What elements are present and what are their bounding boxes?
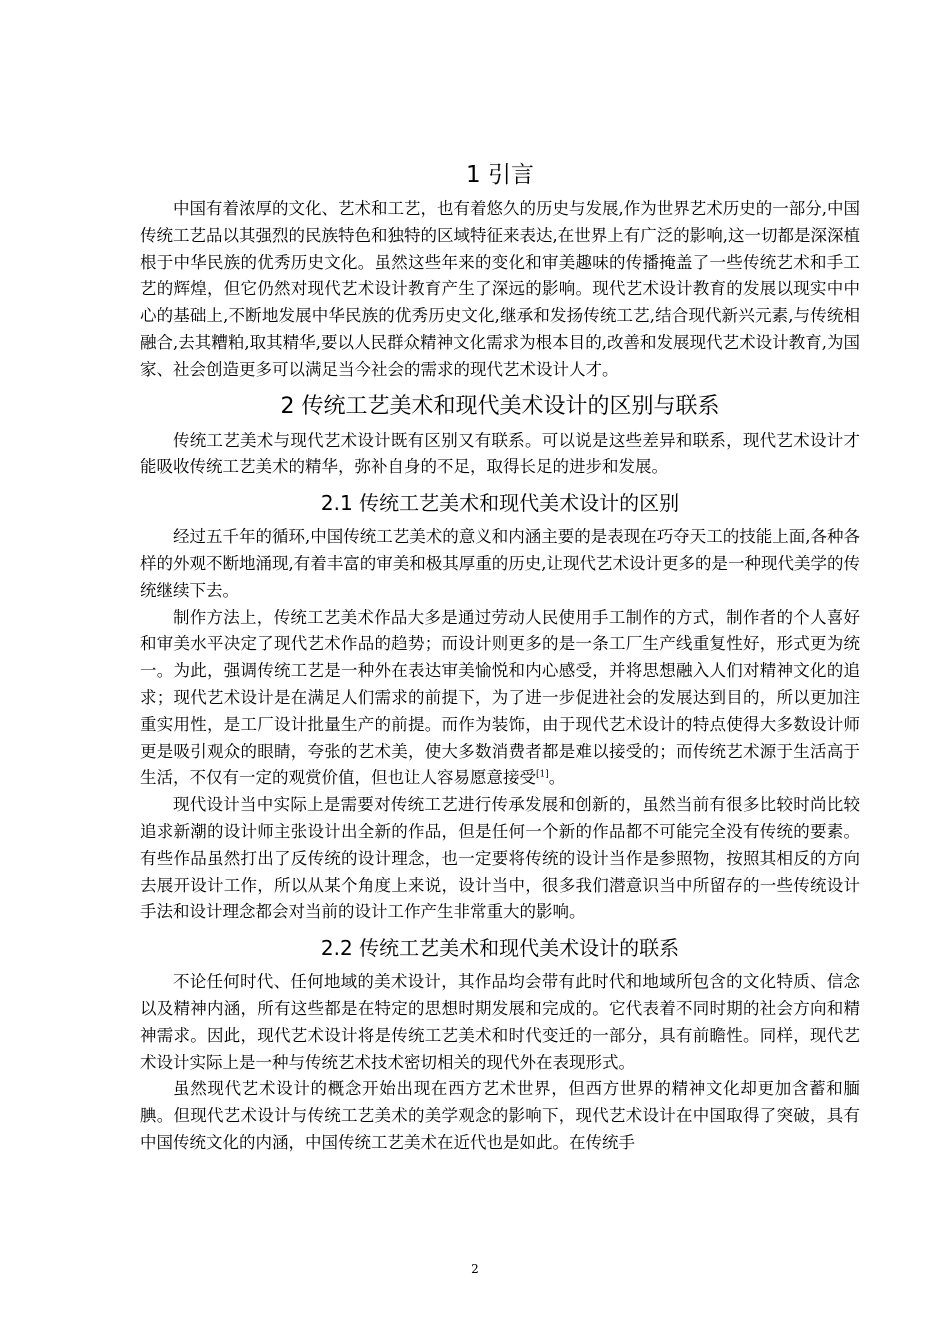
differences-paragraph-2 (140, 605, 860, 793)
document-body (140, 158, 860, 1157)
citation-reference: [1] (536, 769, 549, 780)
page-number: 2 (471, 1262, 479, 1276)
intro-paragraph: 中国有着浓厚的文化、艺术和工艺，也有着悠久的历史与发展,作为世界艺术历史的一部分,中国传统工艺品以其强烈的民族特色和独特的区域特征来表达,在世界上有广泛的影响,这一切都是深深植根于中华民族的优秀历史文化。虽然这些年来的变化和审美趣味的传播掩盖了一些传统艺术和手工艺的辉煌，但它仍然对现代艺术设计教育产生了深远的影响。现代艺术设计教育的发展以现实中中心的基础上,不断地发展中华民族的优秀历史文化,继承和发扬传统工艺,结合现代新兴元素,与传统相融合,去其糟粕,取其精华,要以人民群众精神文化需求为根本目的,改善和发展现代艺术设计教育,为国家、社会创造更多可以满足当今社会的需求的现代艺术设计人才。 (140, 199, 860, 379)
differences-paragraph-1: 经过五千年的循环,中国传统工艺美术的意义和内涵主要的是表现在巧夺天工的技能上面,各种各样的外观不断地涌现,有着丰富的审美和极其厚重的历史,让现代艺术设计更多的是一种现代美学的传统继续下去。 (140, 527, 860, 600)
subsection-heading-differences: 2.1 传统工艺美术和现代美术设计的区别 (320, 491, 680, 516)
connections-paragraph-2: 虽然现代艺术设计的概念开始出现在西方艺术世界，但西方世界的精神文化却更加含蓄和腼腆。但现代艺术设计与传统工艺美术的美学观念的影响下，现代艺术设计在中国取得了突破，具有中国传统文化的内涵，中国传统工艺美术在近代也是如此。在传统手 (140, 1079, 860, 1152)
differences-paragraph-3: 现代设计当中实际上是需要对传统工艺进行传承发展和创新的，虽然当前有很多比较时尚比较追求新潮的设计师主张设计出全新的作品，但是任何一个新的作品都不可能完全没有传统的要素。有些作品虽然打出了反传统的设计理念，也一定要将传统的设计当作是参照物，按照其相反的方向去展开设计工作，所以从某个角度上来说，设计当中，很多我们潜意识当中所留存的一些传统设计手法和设计理念都会对当前的设计工作产生非常重大的影响。 (140, 795, 860, 922)
subsection-heading-connections: 2.2 传统工艺美术和现代美术设计的联系 (320, 936, 680, 961)
connections-paragraph-1: 不论任何时代、任何地域的美术设计，其作品均会带有此时代和地域所包含的文化特质、信念以及精神内涵，所有这些都是在特定的思想时期发展和完成的。它代表着不同时期的社会方向和精神需求。因此，现代艺术设计将是传统工艺美术和时代变迁的一部分，具有前瞻性。同样，现代艺术设计实际上是一种与传统艺术技术密切相关的现代外在表现形式。 (140, 972, 860, 1072)
section-heading-introduction: 1 引言 (466, 162, 534, 188)
section-heading-differences-and-connections: 2 传统工艺美术和现代美术设计的区别与联系 (280, 393, 720, 419)
section-2-paragraph: 传统工艺美术与现代艺术设计既有区别又有联系。可以说是这些差异和联系，现代艺术设计才能吸收传统工艺美术的精华，弥补自身的不足，取得长足的进步和发展。 (140, 430, 860, 477)
differences-paragraph-2-text: 制作方法上，传统工艺美术作品大多是通过劳动人民使用手工制作的方式，制作者的个人喜好和审美水平决定了现代艺术作品的趋势；而设计则更多的是一条工厂生产线重复性好，形式更为统一。为此，强调传统工艺是一种外在表达审美愉悦和内心感受，并将思想融入人们对精神文化的追求；现代艺术设计是在满足人们需求的前提下，为了进一步促进社会的发展达到目的，所以更加注重实用性，是工厂设计批量生产的前提。而作为装饰，由于现代艺术设计的特点使得大多数设计师更是吸引观众的眼睛，夸张的艺术美，使大多数消费者都是难以接受的；而传统艺术源于生活高于生活，不仅有一定的观赏价值，但也让人容易愿意接受 (140, 607, 860, 788)
citation-trailing-punctuation: 。 (548, 768, 566, 788)
